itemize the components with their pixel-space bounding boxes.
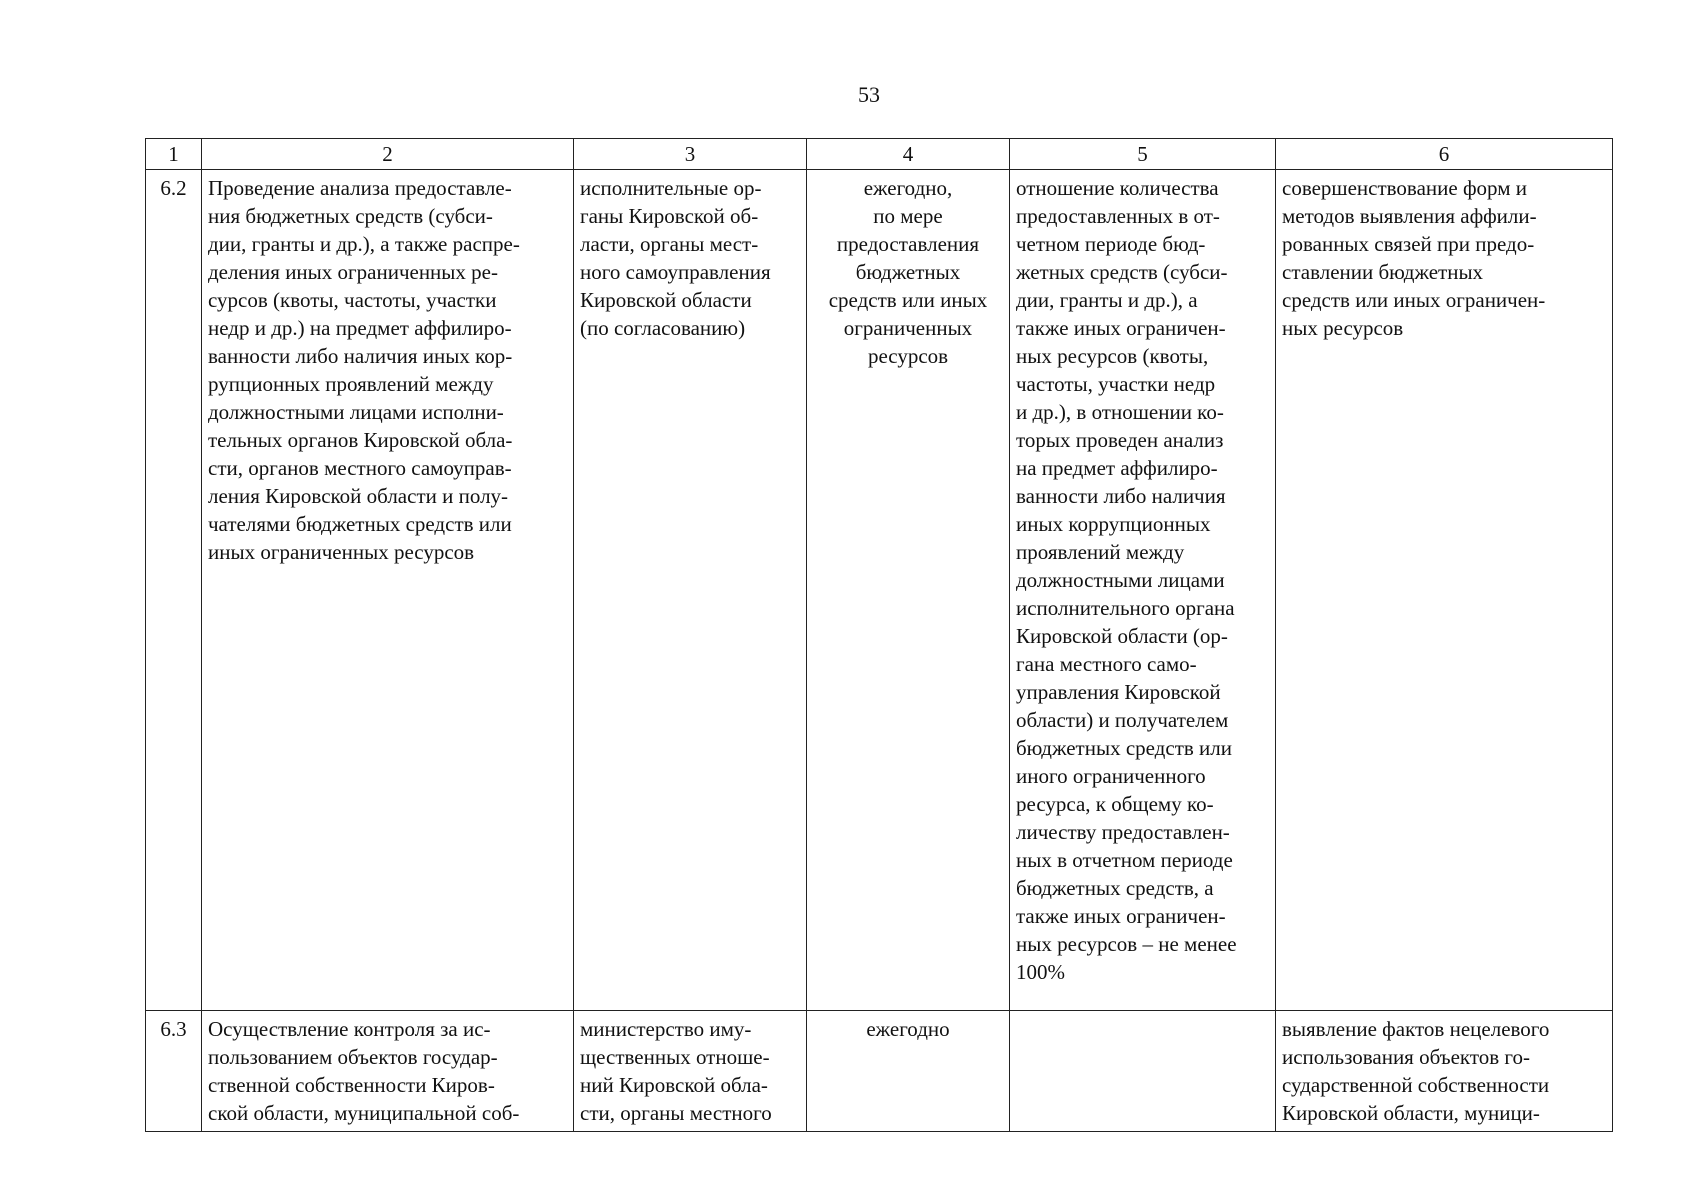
- page-number: 53: [858, 82, 880, 107]
- deadline-cell: ежегодно: [807, 1011, 1010, 1132]
- header-row: [146, 139, 1613, 170]
- header-col-6: 6: [1276, 139, 1613, 170]
- header-col-2: 2: [202, 139, 574, 170]
- deadline-cell: ежегодно, по мере предоставления бюджетных средств или иных ограниченных ресурсов: [807, 170, 1010, 1011]
- row-number: 6.3: [146, 1011, 202, 1132]
- result-cell: совершенствование форм и методов выявления аффили- рованных связей при предо- ставлении бюджетных средств или иных ограничен- ных ресурсов: [1276, 170, 1613, 1011]
- result-cell: выявление фактов нецелевого использования объектов го- сударственной собственности Кировской области, муници-: [1276, 1011, 1613, 1132]
- header-col-3: 3: [574, 139, 807, 170]
- measures-table: [145, 138, 1613, 1132]
- row-number: 6.2: [146, 170, 202, 1011]
- header-col-5: 5: [1010, 139, 1276, 170]
- activity-cell: Осуществление контроля за ис- пользованием объектов государ- ственной собственности Киров- ской области, муниципальной соб-: [202, 1011, 574, 1132]
- indicator-cell: [1010, 1011, 1276, 1132]
- executors-cell: министерство иму- щественных отноше- ний Кировской обла- сти, органы местного: [574, 1011, 807, 1132]
- table-row: [146, 1011, 1613, 1132]
- table-row: [146, 170, 1613, 1011]
- activity-cell: Проведение анализа предоставле- ния бюджетных средств (субси- дии, гранты и др.), а также распре- деления иных ограниченных ре- сурсов (квоты, частоты, участки недр и др.) на предмет аффилиро- ванности либо наличия иных кор- рупционных проявлений между должностными лицами исполни- тельных органов Кировской обла- сти, органов местного самоуправ- ления Кировской области и полу- чателями бюджетных средств или иных ограниченных ресурсов: [202, 170, 574, 1011]
- header-col-4: 4: [807, 139, 1010, 170]
- header-col-1: 1: [146, 139, 202, 170]
- executors-cell: исполнительные ор- ганы Кировской об- ласти, органы мест- ного самоуправления Кировской области (по согласованию): [574, 170, 807, 1011]
- indicator-cell: отношение количества предоставленных в от- четном периоде бюд- жетных средств (субси- дии, гранты и др.), а также иных ограничен- ных ресурсов (квоты, частоты, участки недр и др.), в отношении ко- торых проведен анализ на предмет аффилиро- ванности либо наличия иных коррупционных проявлений между должностными лицами исполнительного органа Кировской области (ор- гана местного само- управления Кировской области) и получателем бюджетных средств или иного ограниченного ресурса, к общему ко- личеству предоставлен- ных в отчетном периоде бюджетных средств, а также иных ограничен- ных ресурсов – не менее 100%: [1010, 170, 1276, 1011]
